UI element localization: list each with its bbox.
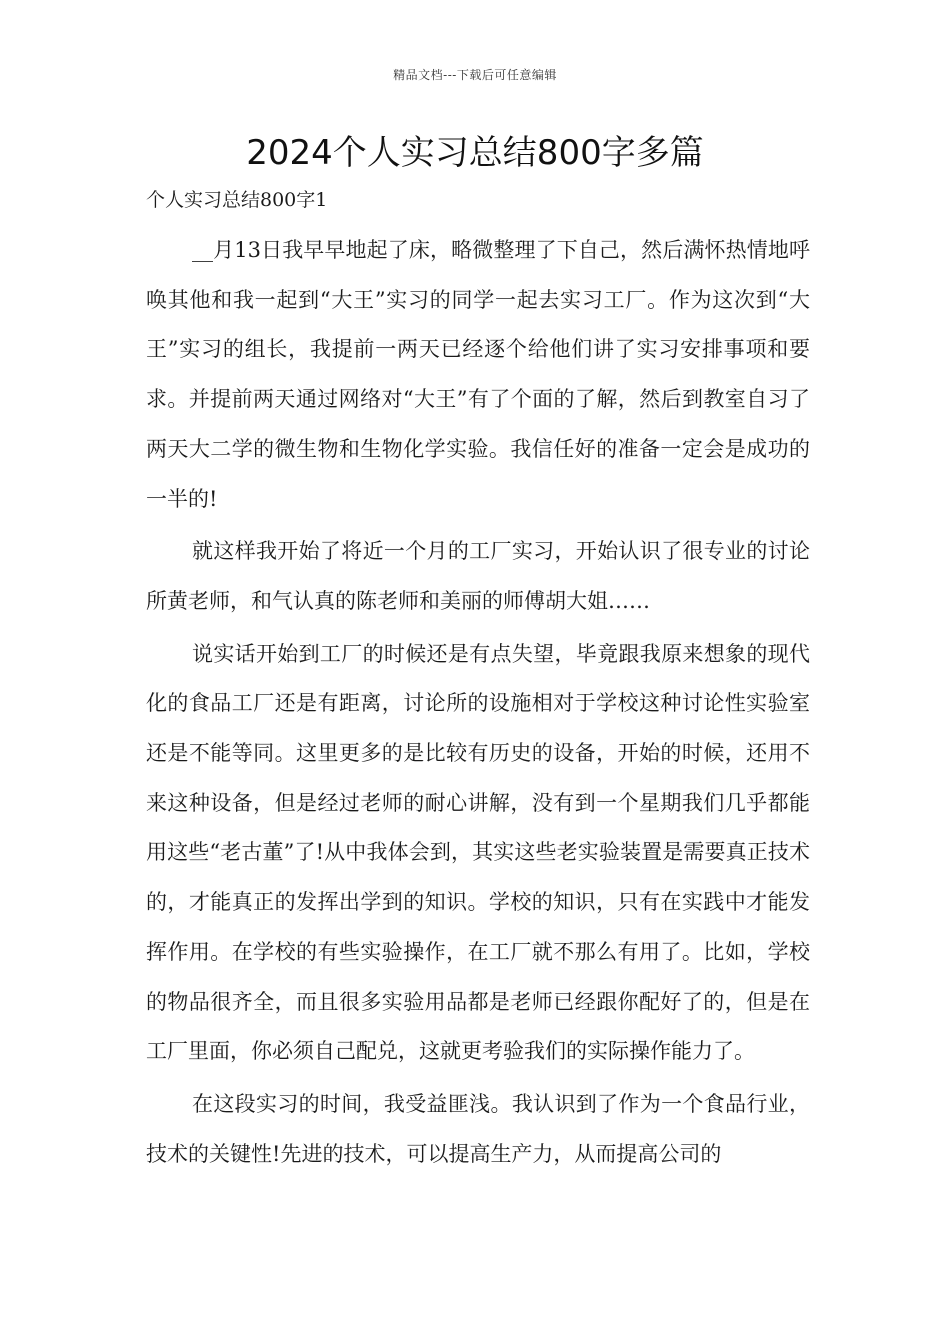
- paragraph: __月13日我早早地起了床，略微整理了下自己，然后满怀热情地呼唤其他和我一起到“大王”实习的同学一起去实习工厂。作为这次到“大王”实习的组长，我提前一两天已经逐个给他们讲了实习安排事项和要求。并提前两天通过网络对“大王”有了个面的了解，然后到教室自习了两天大二学的微生物和生物化学实验。我信任好的准备一定会是成功的一半的!: [146, 238, 810, 511]
- document-title: 2024个人实习总结800字多篇: [246, 133, 704, 173]
- page-header-note: 精品文档---下载后可任意编辑: [393, 68, 557, 82]
- paragraph: 就这样我开始了将近一个月的工厂实习，开始认识了很专业的讨论所黄老师，和气认真的陈老师和美丽的师傅胡大姐……: [146, 539, 810, 613]
- section-heading: 个人实习总结800字1: [146, 189, 328, 211]
- paragraph: 说实话开始到工厂的时候还是有点失望，毕竟跟我原来想象的现代化的食品工厂还是有距离，讨论所的设施相对于学校这种讨论性实验室还是不能等同。这里更多的是比较有历史的设备，开始的时候，还用不来这种设备，但是经过老师的耐心讲解，没有到一个星期我们几乎都能用这些“老古董”了!从中我体会到，其实这些老实验装置是需要真正技术的，才能真正的发挥出学到的知识。学校的知识，只有在实践中才能发挥作用。在学校的有些实验操作，在工厂就不那么有用了。比如，学校的物品很齐全，而且很多实验用品都是老师已经跟你配好了的，但是在工厂里面，你必须自己配兑，这就更考验我们的实际操作能力了。: [146, 641, 810, 1064]
- document-body: [146, 226, 810, 1182]
- paragraph: 在这段实习的时间，我受益匪浅。我认识到了作为一个食品行业，技术的关键性!先进的技术，可以提高生产力，从而提高公司的: [146, 1091, 810, 1166]
